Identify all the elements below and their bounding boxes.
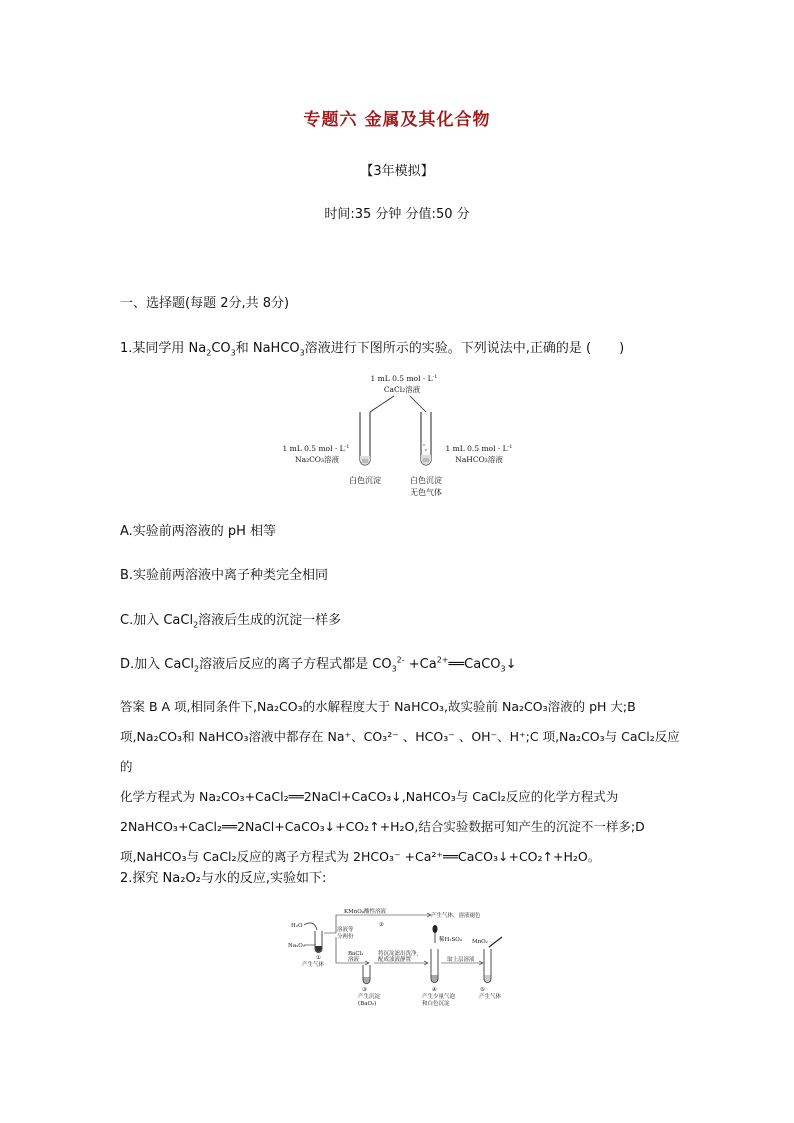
time-score-info: 时间:35 分钟 分值:50 分 <box>324 207 470 222</box>
answer-line: 2NaHCO₃+CaCl₂══2NaCl+CaCO₃↓+CO₂↑+H₂O,结合实验数据可知产生的沉淀不一样多;D <box>120 819 645 834</box>
option-d: D.加入 CaCl$_2$溶液后反应的离子方程式都是 $CO_3^{2-}$ $+Ca^{2+}══CaCO_3↓$ <box>120 655 517 674</box>
fig2-step1-label-1: 溶液等 <box>337 927 354 933</box>
fig1-left-tube <box>360 412 370 465</box>
fig1-right-tube <box>421 412 431 465</box>
subtitle: 【3年模拟】 <box>360 164 434 179</box>
fig2-precip-1: 产生沉淀 <box>358 994 381 1000</box>
fig2-take-upper: 取上层溶液 <box>447 957 475 963</box>
fig2-gas-5: 产生气体 <box>479 994 502 1000</box>
section-heading: 一、选择题(每题 2分,共 8分) <box>120 296 290 311</box>
fig2-mid-2: 配成浊液静置 <box>378 957 412 963</box>
fig2-r4-2: 和白色沉淀 <box>422 1001 450 1007</box>
fig2-circle-2: ② <box>379 922 384 928</box>
fig1-right-bottom-2: 无色气体 <box>410 488 442 497</box>
fig1-top-label-1: 1 mL 0.5 mol · $L^{-1}$ <box>370 374 438 383</box>
fig2-dropper <box>433 925 438 933</box>
fig1-arrow-right <box>410 396 426 412</box>
fig2-gas-1: 产生气体 <box>302 962 325 968</box>
answer-line: 化学方程式为 Na₂CO₃+CaCl₂══2NaCl+CaCO₃↓,NaHCO₃与 CaCl₂反应的化学方程式为 <box>120 789 619 804</box>
fig2-na2o2: Na₂O₂ <box>288 943 306 949</box>
fig2-tube-3 <box>363 965 370 984</box>
fig2-circle-5: ⑤ <box>480 987 485 993</box>
option-a: A.实验前两溶液的 pH 相等 <box>120 524 277 539</box>
fig2-result-2: 产生气体，溶液褪色 <box>431 913 481 919</box>
fig2-bacl2-1: BaCl₂ <box>348 951 364 957</box>
fig2-h2so4: 稀H₂SO₄ <box>439 937 462 943</box>
question-2-figure <box>284 905 516 1013</box>
fig2-mno2: MnO₂ <box>472 939 488 945</box>
answer-line: 项,Na₂CO₃和 NaHCO₃溶液中都存在 Na⁺、CO₃²⁻ 、HCO₃⁻ 、OH⁻、H⁺;C 项,Na₂CO₃与 CaCl₂反应的 <box>120 729 680 774</box>
fig1-right-bottom-1: 白色沉淀 <box>410 476 442 485</box>
fig2-precip-2: (BaO₂) <box>358 1001 377 1007</box>
fig2-tube-1 <box>315 931 322 953</box>
answer-explanation <box>120 692 680 872</box>
fig1-top-label-2: CaCl₂溶液 <box>383 385 421 394</box>
fig2-tube-4 <box>431 949 438 983</box>
question-1-stem: 1.某同学用 $Na_2CO_3$和 NaHCO$_3$溶液进行下图所示的实验。下列说法中,正确的是 ( ) <box>120 341 625 358</box>
answer-line: 项,NaHCO₃与 CaCl₂反应的离子方程式为 2HCO₃⁻ +Ca²⁺══CaCO₃↓+CO₂↑+H₂O。 <box>120 849 601 864</box>
fig2-step1-label-2: 分两份 <box>337 934 354 940</box>
fig1-left-label-1: 1 mL 0.5 mol · $L^{-1}$ <box>282 444 350 453</box>
fig1-left-bottom: 白色沉淀 <box>349 476 381 485</box>
fig2-kmno4: KMnO₄酸性溶液 <box>344 909 386 915</box>
fig1-left-label-2: Na₂CO₃溶液 <box>295 455 339 464</box>
option-c: C.加入 CaCl$_2$溶液后生成的沉淀一样多 <box>120 613 342 630</box>
fig2-circle-4: ④ <box>432 987 437 993</box>
fig2-circle-1: ① <box>316 955 321 961</box>
fig1-arrow-left <box>370 396 394 412</box>
fig2-mid-1: 将沉淀滤出洗净, <box>378 951 419 957</box>
page-title: 专题六 金属及其化合物 <box>303 110 491 130</box>
fig2-tube-5 <box>484 949 491 983</box>
fig2-r4-1: 产生少量气泡 <box>422 994 456 1000</box>
fig2-h2o: H₂O <box>291 923 303 929</box>
fig1-right-label-1: 1 mL 0.5 mol · $L^{-1}$ <box>445 444 513 453</box>
fig2-circle-3: ③ <box>362 987 367 993</box>
question-1-figure <box>276 372 526 504</box>
fig2-bacl2-2: 溶液 <box>348 957 360 963</box>
question-2-stem: 2.探究 Na₂O₂与水的反应,实验如下: <box>120 871 327 886</box>
answer-line: 答案 B A 项,相同条件下,Na₂CO₃的水解程度大于 NaHCO₃,故实验前 Na₂CO₃溶液的 pH 大;B <box>120 699 636 714</box>
fig1-right-label-2: NaHCO₃溶液 <box>455 455 503 464</box>
option-b: B.实验前两溶液中离子种类完全相同 <box>120 568 329 583</box>
